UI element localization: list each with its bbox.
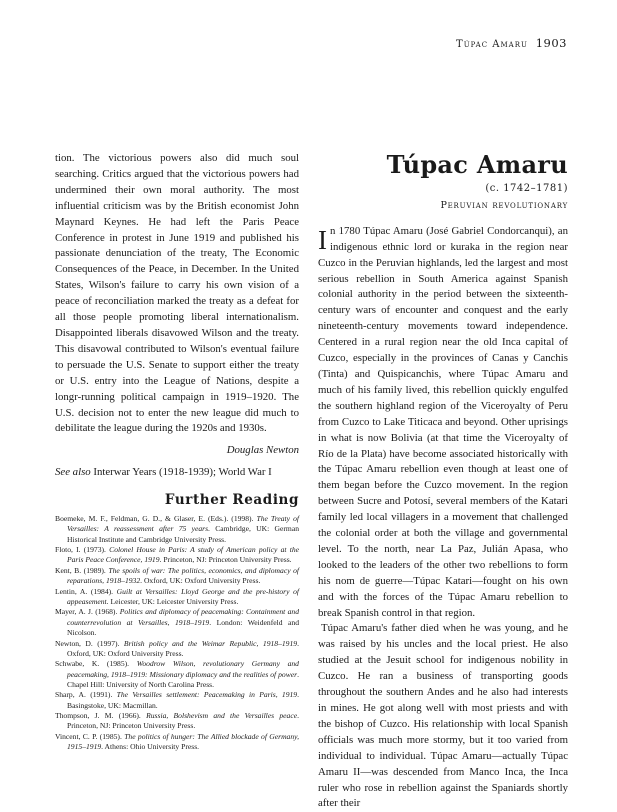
reference-title: The Treaty of Versailles: A reassessment after 75 years bbox=[67, 514, 299, 534]
reference-pre: Thompson, J. M. (1966). bbox=[55, 711, 147, 721]
see-also-label: See also bbox=[55, 466, 91, 479]
left-body-text: tion. The victorious powers also did much soul searching. Critics argued that the victorious powers had undermined their own moral authority. The most influential criticism was by the British economist John Maynard Keynes. He had left the Paris Peace Conference in protest in June 1919 and published his passionate denunciation of the treaty, The Economic Consequences of the Peace, in December. In the United States, Wilson's failure to carry his own vision of a peace of reconciliation marked the treaty as a defeat for all those people promoting liberal internationalism. Disappointed liberals disavowed Wilson and the treaty. This disavowal contributed to Wilson's eventual failure to persuade the U.S. Senate to support either the treaty or U.S. entry into the League of Nations, despite a longr-running political campaign in 1919–1920. The U.S. decision not to enter the new league did much to debilitate the league during the 1920s and 1930s. bbox=[55, 152, 299, 435]
reference-pre: Vincent, C. P. (1985). bbox=[55, 731, 125, 741]
see-also-text: Interwar Years (1918-1939); World War I bbox=[93, 466, 272, 479]
reference-list bbox=[55, 514, 299, 753]
drop-cap: I bbox=[318, 224, 327, 255]
reference-post: . Princeton, NJ: Princeton University Press. bbox=[159, 555, 292, 565]
reference-title: The spoils of war: The politics, economics, and diplomacy of reparations, 1918–1932 bbox=[67, 565, 299, 586]
reference-post: . Chapel Hill: University of North Carolina Press. bbox=[67, 669, 299, 689]
reference-pre: Lentin, A. (1984). bbox=[55, 586, 117, 596]
reference-pre: Boemeke, M. F., Feldman, G. D., & Glaser, E. (Eds.). (1998). bbox=[55, 514, 257, 524]
reference-title: Russia, Bolshevism and the Versailles peace bbox=[146, 711, 298, 721]
reference-item bbox=[55, 566, 299, 587]
entry-paragraph-1 bbox=[318, 224, 568, 622]
reference-post: . London: Weidenfeld and Nicolson. bbox=[67, 617, 299, 638]
paragraph-1-text: n 1780 Túpac Amaru (José Gabriel Condorcanqui), an indigenous ethnic lord or kuraka in the region near Cuzco in the Peruvian highlands, led the largest and most serious rebellion in South America against Spanish colonial authority in the period between the sixteenth-century wars of encounter and conquest and the early nineteenth-century movements toward independence. Centered in a rural region near the old Inca capital of Cuzco, especially in the provinces of Canas y Canchis (Tinta) and Quispicanchis, where Túpac Amaru and much of his family lived, this rebellion quickly engulfed the southern highland region of the Viceroyalty of Peru from Cuzco to Lake Titicaca and beyond. Other uprisings in what is now Bolivia (at that time the Viceroyalty of Río de la Plata) have become associated historically with the Túpac Amaru rebellion even though at least one of them began before the Cuzco movement. In the region between Sucre and Potosí, several members of the Katari family led local villagers in a movement that challenged the colonial order at both the village and governmental level. To the north, near La Paz, Julián Apasa, who looked to the leaders of the other two rebellions to form his nom de guerre—Túpac Katari—fought on his own and with the forces of the Túpac Amaru rebellion to break Spanish control in that region. bbox=[318, 224, 568, 619]
reference-post: . Oxford, UK: Oxford University Press. bbox=[67, 638, 299, 658]
reference-pre: Kent, B. (1989). bbox=[55, 565, 109, 575]
reference-item bbox=[55, 545, 299, 566]
reference-pre: Mayer, A. J. (1968). bbox=[55, 607, 120, 617]
running-head bbox=[456, 36, 567, 50]
reference-title: The politics of hunger: The Allied blockade of Germany, 1915–1919 bbox=[67, 731, 299, 752]
reference-post: . Princeton, NJ: Princeton University Press. bbox=[67, 711, 299, 731]
reference-title: Guilt at Versailles: Lloyd George and the pre-history of appeasement bbox=[67, 586, 299, 606]
reference-post: . Cambridge, UK: German Historical Institute and Cambridge University Press. bbox=[67, 524, 299, 544]
entry-role: Peruvian revolutionary bbox=[440, 199, 568, 211]
reference-item bbox=[55, 639, 299, 660]
reference-title: Colonel House in Paris: A study of American policy at the Paris Peace Conference, 1919 bbox=[67, 545, 300, 565]
reference-item bbox=[55, 607, 299, 638]
page-number: 1903 bbox=[535, 36, 567, 50]
reference-title: British policy and the Weimar Republic, 1918–1919 bbox=[123, 638, 298, 648]
reference-pre: Newton, D. (1997). bbox=[55, 638, 124, 648]
reference-post: . Athens: Ohio University Press. bbox=[101, 742, 200, 752]
reference-post: . Leicester, UK: Leicester University Press. bbox=[106, 596, 239, 606]
reference-item bbox=[55, 690, 299, 711]
reference-pre: Floto, I. (1973). bbox=[55, 545, 110, 555]
right-column bbox=[318, 151, 568, 812]
left-column bbox=[55, 151, 299, 753]
reference-post: . Oxford, UK: Oxford University Press. bbox=[140, 576, 261, 586]
further-reading-heading: Further Reading bbox=[164, 492, 299, 509]
see-also-line bbox=[55, 465, 299, 481]
reference-title: Woodrow Wilson, revolutionary Germany and peacemaking, 1918–1919: Missionary diplomacy and the realities of power bbox=[67, 659, 299, 679]
reference-item bbox=[55, 711, 299, 732]
reference-pre: Schwabe, K. (1985). bbox=[55, 659, 137, 669]
reference-title: The Versailles settlement: Peacemaking in Paris, 1919 bbox=[116, 690, 298, 700]
entry-paragraph-2: Túpac Amaru's father died when he was young, and he was raised by his uncles and the local priest. He also studied at the Jesuit school for indigenous nobility in Cuzco. He ran a business of transporting goods throughout the southern Andes and he also had interests in mines. He got along well with most priests and with the bishop of Cuzco. His relationship with local Spanish officials was much more stormy, but it too varied from individual to individual. Túpac Amaru—actually Túpac Amaru II—was descended from Manco Inca, the Inca ruler who rose in rebellion against the Spaniards shortly after their bbox=[318, 622, 568, 810]
entry-title: Túpac Amaru bbox=[386, 150, 568, 179]
reference-post: . Basingstoke, UK: Macmillan. bbox=[67, 690, 299, 710]
entry-dates: (c. 1742–1781) bbox=[485, 183, 568, 194]
reference-item bbox=[55, 587, 299, 608]
reference-pre: Sharp, A. (1991). bbox=[55, 690, 117, 700]
article-author: Douglas Newton bbox=[226, 444, 299, 457]
reference-item bbox=[55, 659, 299, 690]
reference-item bbox=[55, 514, 299, 545]
running-head-title: Túpac Amaru bbox=[456, 39, 528, 50]
reference-item bbox=[55, 732, 299, 753]
reference-title: Politics and diplomacy of peacemaking: Containment and counterrevolution at Versailles, 1918–1919 bbox=[67, 607, 299, 627]
